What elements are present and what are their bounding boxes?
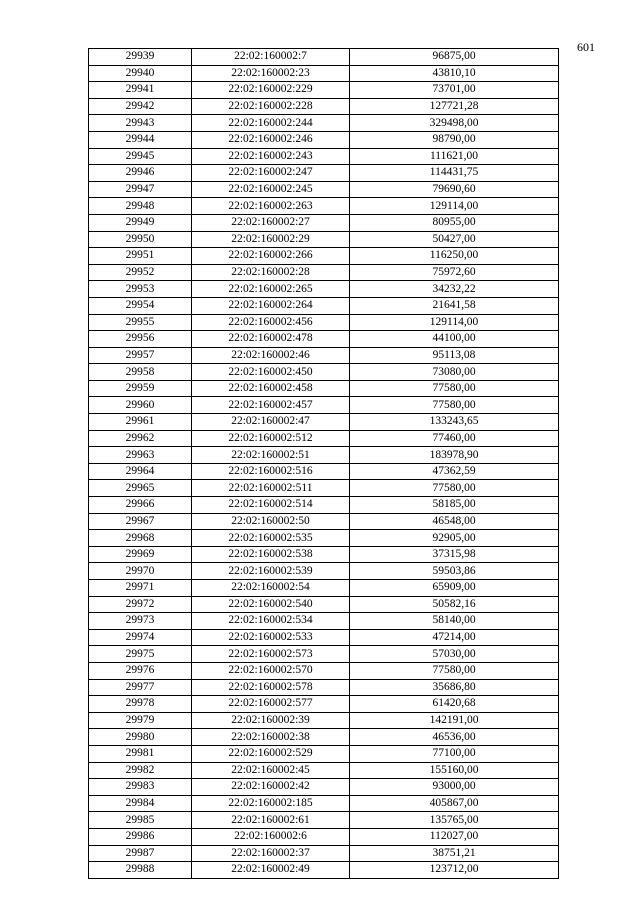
row-number-cell: 29964 xyxy=(89,463,192,480)
row-number-cell: 29982 xyxy=(89,762,192,779)
value-cell: 123712,00 xyxy=(350,862,559,879)
table-row xyxy=(89,198,559,215)
cadastral-number-cell: 22:02:160002:266 xyxy=(192,248,350,265)
row-number-cell: 29973 xyxy=(89,613,192,630)
row-number-cell: 29955 xyxy=(89,314,192,331)
value-cell: 38751,21 xyxy=(350,845,559,862)
value-cell: 93000,00 xyxy=(350,779,559,796)
value-cell: 73701,00 xyxy=(350,82,559,99)
cadastral-number-cell: 22:02:160002:456 xyxy=(192,314,350,331)
value-cell: 329498,00 xyxy=(350,115,559,132)
row-number-cell: 29981 xyxy=(89,745,192,762)
value-cell: 77580,00 xyxy=(350,397,559,414)
table-row xyxy=(89,231,559,248)
value-cell: 142191,00 xyxy=(350,712,559,729)
row-number-cell: 29967 xyxy=(89,513,192,530)
cadastral-number-cell: 22:02:160002:512 xyxy=(192,430,350,447)
table-row xyxy=(89,513,559,530)
table-row xyxy=(89,397,559,414)
table-row xyxy=(89,314,559,331)
row-number-cell: 29956 xyxy=(89,331,192,348)
value-cell: 73080,00 xyxy=(350,364,559,381)
row-number-cell: 29948 xyxy=(89,198,192,215)
cadastral-number-cell: 22:02:160002:29 xyxy=(192,231,350,248)
page-number: 601 xyxy=(577,40,595,54)
cadastral-number-cell: 22:02:160002:247 xyxy=(192,165,350,182)
table-row xyxy=(89,281,559,298)
cadastral-number-cell: 22:02:160002:535 xyxy=(192,530,350,547)
table-row xyxy=(89,364,559,381)
value-cell: 112027,00 xyxy=(350,828,559,845)
value-cell: 96875,00 xyxy=(350,49,559,66)
cadastral-number-cell: 22:02:160002:228 xyxy=(192,98,350,115)
value-cell: 77580,00 xyxy=(350,662,559,679)
row-number-cell: 29974 xyxy=(89,629,192,646)
value-cell: 77580,00 xyxy=(350,480,559,497)
row-number-cell: 29963 xyxy=(89,447,192,464)
cadastral-number-cell: 22:02:160002:185 xyxy=(192,795,350,812)
cadastral-number-cell: 22:02:160002:534 xyxy=(192,613,350,630)
row-number-cell: 29959 xyxy=(89,380,192,397)
table-row xyxy=(89,65,559,82)
table-row xyxy=(89,828,559,845)
table-row xyxy=(89,430,559,447)
cadastral-number-cell: 22:02:160002:516 xyxy=(192,463,350,480)
table-row xyxy=(89,646,559,663)
table-row xyxy=(89,115,559,132)
table-row xyxy=(89,596,559,613)
row-number-cell: 29975 xyxy=(89,646,192,663)
row-number-cell: 29984 xyxy=(89,795,192,812)
value-cell: 59503,86 xyxy=(350,563,559,580)
table-row xyxy=(89,248,559,265)
table-row xyxy=(89,414,559,431)
value-cell: 44100,00 xyxy=(350,331,559,348)
table-row xyxy=(89,165,559,182)
table-row xyxy=(89,331,559,348)
cadastral-number-cell: 22:02:160002:38 xyxy=(192,729,350,746)
value-cell: 79690,60 xyxy=(350,181,559,198)
cadastral-number-cell: 22:02:160002:450 xyxy=(192,364,350,381)
table-row xyxy=(89,264,559,281)
table-row xyxy=(89,447,559,464)
cadastral-number-cell: 22:02:160002:539 xyxy=(192,563,350,580)
value-cell: 129114,00 xyxy=(350,314,559,331)
cadastral-number-cell: 22:02:160002:570 xyxy=(192,662,350,679)
row-number-cell: 29962 xyxy=(89,430,192,447)
row-number-cell: 29977 xyxy=(89,679,192,696)
cadastral-number-cell: 22:02:160002:49 xyxy=(192,862,350,879)
value-cell: 58140,00 xyxy=(350,613,559,630)
table-row xyxy=(89,696,559,713)
cadastral-number-cell: 22:02:160002:23 xyxy=(192,65,350,82)
cadastral-number-cell: 22:02:160002:61 xyxy=(192,812,350,829)
value-cell: 116250,00 xyxy=(350,248,559,265)
row-number-cell: 29958 xyxy=(89,364,192,381)
cadastral-number-cell: 22:02:160002:50 xyxy=(192,513,350,530)
value-cell: 43810,10 xyxy=(350,65,559,82)
cadastral-number-cell: 22:02:160002:28 xyxy=(192,264,350,281)
row-number-cell: 29980 xyxy=(89,729,192,746)
value-cell: 57030,00 xyxy=(350,646,559,663)
table-row xyxy=(89,762,559,779)
cadastral-number-cell: 22:02:160002:264 xyxy=(192,297,350,314)
cadastral-number-cell: 22:02:160002:514 xyxy=(192,497,350,514)
value-cell: 58185,00 xyxy=(350,497,559,514)
cadastral-number-cell: 22:02:160002:51 xyxy=(192,447,350,464)
cadastral-number-cell: 22:02:160002:7 xyxy=(192,49,350,66)
table-row xyxy=(89,497,559,514)
data-table xyxy=(88,48,559,879)
value-cell: 46536,00 xyxy=(350,729,559,746)
row-number-cell: 29952 xyxy=(89,264,192,281)
row-number-cell: 29988 xyxy=(89,862,192,879)
table-row xyxy=(89,662,559,679)
value-cell: 127721,28 xyxy=(350,98,559,115)
row-number-cell: 29978 xyxy=(89,696,192,713)
row-number-cell: 29971 xyxy=(89,580,192,597)
table-row xyxy=(89,712,559,729)
value-cell: 37315,98 xyxy=(350,546,559,563)
value-cell: 133243,65 xyxy=(350,414,559,431)
table-row xyxy=(89,131,559,148)
cadastral-number-cell: 22:02:160002:533 xyxy=(192,629,350,646)
value-cell: 405867,00 xyxy=(350,795,559,812)
cadastral-number-cell: 22:02:160002:45 xyxy=(192,762,350,779)
table-row xyxy=(89,546,559,563)
row-number-cell: 29950 xyxy=(89,231,192,248)
row-number-cell: 29969 xyxy=(89,546,192,563)
cadastral-number-cell: 22:02:160002:263 xyxy=(192,198,350,215)
row-number-cell: 29968 xyxy=(89,530,192,547)
row-number-cell: 29983 xyxy=(89,779,192,796)
row-number-cell: 29944 xyxy=(89,131,192,148)
row-number-cell: 29979 xyxy=(89,712,192,729)
row-number-cell: 29957 xyxy=(89,347,192,364)
cadastral-number-cell: 22:02:160002:511 xyxy=(192,480,350,497)
row-number-cell: 29976 xyxy=(89,662,192,679)
value-cell: 21641,58 xyxy=(350,297,559,314)
row-number-cell: 29987 xyxy=(89,845,192,862)
cadastral-number-cell: 22:02:160002:244 xyxy=(192,115,350,132)
row-number-cell: 29961 xyxy=(89,414,192,431)
row-number-cell: 29966 xyxy=(89,497,192,514)
value-cell: 92905,00 xyxy=(350,530,559,547)
row-number-cell: 29954 xyxy=(89,297,192,314)
cadastral-number-cell: 22:02:160002:577 xyxy=(192,696,350,713)
table-row xyxy=(89,148,559,165)
value-cell: 80955,00 xyxy=(350,214,559,231)
value-cell: 47362,59 xyxy=(350,463,559,480)
value-cell: 111621,00 xyxy=(350,148,559,165)
table-row xyxy=(89,613,559,630)
value-cell: 114431,75 xyxy=(350,165,559,182)
row-number-cell: 29942 xyxy=(89,98,192,115)
value-cell: 65909,00 xyxy=(350,580,559,597)
row-number-cell: 29970 xyxy=(89,563,192,580)
value-cell: 47214,00 xyxy=(350,629,559,646)
table-row xyxy=(89,563,559,580)
cadastral-number-cell: 22:02:160002:458 xyxy=(192,380,350,397)
cadastral-number-cell: 22:02:160002:538 xyxy=(192,546,350,563)
cadastral-number-cell: 22:02:160002:37 xyxy=(192,845,350,862)
value-cell: 77460,00 xyxy=(350,430,559,447)
row-number-cell: 29945 xyxy=(89,148,192,165)
value-cell: 129114,00 xyxy=(350,198,559,215)
table-row xyxy=(89,463,559,480)
value-cell: 135765,00 xyxy=(350,812,559,829)
table-row xyxy=(89,580,559,597)
row-number-cell: 29951 xyxy=(89,248,192,265)
row-number-cell: 29972 xyxy=(89,596,192,613)
cadastral-number-cell: 22:02:160002:540 xyxy=(192,596,350,613)
table-row xyxy=(89,98,559,115)
value-cell: 77100,00 xyxy=(350,745,559,762)
table-row xyxy=(89,745,559,762)
cadastral-number-cell: 22:02:160002:265 xyxy=(192,281,350,298)
value-cell: 34232,22 xyxy=(350,281,559,298)
table-row xyxy=(89,629,559,646)
table-row xyxy=(89,862,559,879)
table-row xyxy=(89,214,559,231)
table-row xyxy=(89,480,559,497)
table-row xyxy=(89,380,559,397)
cadastral-number-cell: 22:02:160002:245 xyxy=(192,181,350,198)
cadastral-number-cell: 22:02:160002:42 xyxy=(192,779,350,796)
cadastral-number-cell: 22:02:160002:243 xyxy=(192,148,350,165)
value-cell: 61420,68 xyxy=(350,696,559,713)
table-row xyxy=(89,347,559,364)
cadastral-number-cell: 22:02:160002:27 xyxy=(192,214,350,231)
value-cell: 35686,80 xyxy=(350,679,559,696)
value-cell: 77580,00 xyxy=(350,380,559,397)
table-row xyxy=(89,812,559,829)
row-number-cell: 29986 xyxy=(89,828,192,845)
table-row xyxy=(89,779,559,796)
cadastral-number-cell: 22:02:160002:54 xyxy=(192,580,350,597)
table-row xyxy=(89,795,559,812)
cadastral-number-cell: 22:02:160002:39 xyxy=(192,712,350,729)
row-number-cell: 29940 xyxy=(89,65,192,82)
table-row xyxy=(89,49,559,66)
row-number-cell: 29947 xyxy=(89,181,192,198)
cadastral-number-cell: 22:02:160002:578 xyxy=(192,679,350,696)
value-cell: 75972,60 xyxy=(350,264,559,281)
cadastral-number-cell: 22:02:160002:229 xyxy=(192,82,350,99)
table-row xyxy=(89,297,559,314)
row-number-cell: 29965 xyxy=(89,480,192,497)
cadastral-number-cell: 22:02:160002:246 xyxy=(192,131,350,148)
value-cell: 98790,00 xyxy=(350,131,559,148)
table-row xyxy=(89,181,559,198)
value-cell: 183978,90 xyxy=(350,447,559,464)
cadastral-number-cell: 22:02:160002:529 xyxy=(192,745,350,762)
cadastral-number-cell: 22:02:160002:47 xyxy=(192,414,350,431)
row-number-cell: 29985 xyxy=(89,812,192,829)
row-number-cell: 29960 xyxy=(89,397,192,414)
value-cell: 155160,00 xyxy=(350,762,559,779)
value-cell: 50427,00 xyxy=(350,231,559,248)
row-number-cell: 29943 xyxy=(89,115,192,132)
cadastral-number-cell: 22:02:160002:6 xyxy=(192,828,350,845)
table-body xyxy=(89,49,559,879)
table-row xyxy=(89,679,559,696)
table-row xyxy=(89,729,559,746)
value-cell: 46548,00 xyxy=(350,513,559,530)
cadastral-number-cell: 22:02:160002:457 xyxy=(192,397,350,414)
table-row xyxy=(89,530,559,547)
row-number-cell: 29953 xyxy=(89,281,192,298)
cadastral-number-cell: 22:02:160002:573 xyxy=(192,646,350,663)
row-number-cell: 29949 xyxy=(89,214,192,231)
cadastral-number-cell: 22:02:160002:46 xyxy=(192,347,350,364)
value-cell: 50582,16 xyxy=(350,596,559,613)
table-row xyxy=(89,82,559,99)
cadastral-number-cell: 22:02:160002:478 xyxy=(192,331,350,348)
table-row xyxy=(89,845,559,862)
row-number-cell: 29941 xyxy=(89,82,192,99)
row-number-cell: 29946 xyxy=(89,165,192,182)
row-number-cell: 29939 xyxy=(89,49,192,66)
value-cell: 95113,08 xyxy=(350,347,559,364)
